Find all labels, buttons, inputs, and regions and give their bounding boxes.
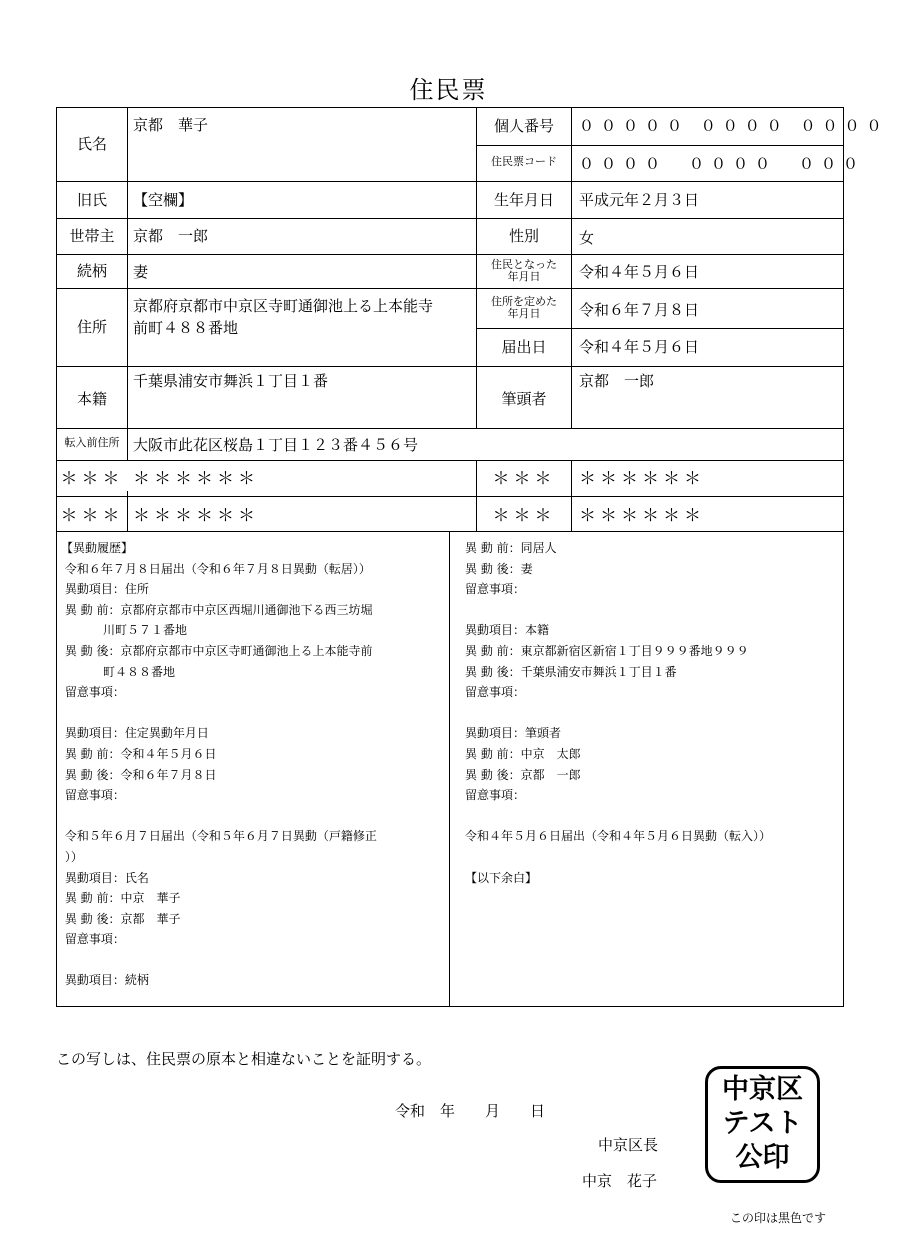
- todokede-value: 令和４年５月６日: [579, 338, 700, 356]
- masked-label: ＊＊＊: [60, 506, 124, 526]
- history-line: 留意事項：: [465, 685, 526, 700]
- jumin-code-label: 住民票コード: [491, 155, 557, 168]
- table-rule: [57, 460, 844, 461]
- address-line-2: 前町４８８番地: [133, 319, 239, 337]
- zokugara-value: 妻: [133, 263, 149, 281]
- table-rule: [57, 254, 844, 255]
- history-line: [61, 806, 377, 827]
- table-rule: [476, 145, 844, 146]
- history-line: 異 動 後：千葉県浦安市舞浜１丁目１番: [465, 664, 677, 679]
- history-line: 留意事項：: [61, 685, 125, 700]
- history-line: 留意事項：: [465, 788, 526, 803]
- history-divider: [449, 532, 450, 1006]
- history-line: 異 動 前：中京 華子: [61, 891, 181, 906]
- honseki-label: 本籍: [76, 390, 107, 408]
- address-date-label: 住所を定めた年月日: [491, 295, 557, 320]
- prev-address-label: 転入前住所: [64, 436, 120, 449]
- history-line: 留意事項：: [465, 582, 526, 597]
- history-line: 留意事項：: [61, 932, 125, 947]
- history-line: 異 動 後：京都 一郎: [465, 767, 581, 782]
- history-line: 異動項目：本籍: [465, 623, 550, 638]
- masked-value: ＊＊＊＊＊＊: [579, 506, 705, 526]
- history-line: [465, 600, 771, 621]
- history-line: [61, 950, 377, 971]
- seal-line: テスト: [722, 1108, 803, 1139]
- masked-value: ＊＊＊＊＊＊: [579, 469, 705, 489]
- history-line: 異 動 前：東京都新宿区新宿１丁目９９９番地９９９: [465, 643, 749, 658]
- mayor-title: 中京区長: [598, 1136, 659, 1154]
- certification-statement: この写しは、住民票の原本と相違ないことを証明する。: [56, 1050, 432, 1068]
- kyuushi-label: 旧氏: [76, 191, 107, 209]
- resident-record-table: [56, 107, 889, 532]
- setainushi-label: 世帯主: [69, 227, 115, 245]
- birth-date-label: 生年月日: [493, 191, 554, 209]
- history-line: 【異動履歴】: [61, 541, 134, 555]
- jumin-date-label: 住民となった年月日: [491, 258, 557, 283]
- hittousha-label: 筆頭者: [501, 390, 547, 408]
- history-line: [465, 703, 771, 724]
- history-line: 異 動 後：妻: [465, 561, 533, 576]
- history-line: 令和５年６月７日届出（令和５年６月７日異動（戸籍修正: [61, 829, 377, 844]
- address-label: 住所: [76, 318, 107, 336]
- kojin-number-value: ０００００ ００００ ００００: [579, 117, 889, 135]
- table-rule: [57, 366, 844, 367]
- issue-date: 令和 年 月 日: [395, 1102, 546, 1120]
- zokugara-label: 続柄: [76, 262, 107, 280]
- history-line: 異 動 前：令和４年５月６日: [61, 746, 217, 761]
- prev-address-value: 大阪市此花区桜島１丁目１２３番４５６号: [133, 436, 419, 454]
- seal-note: この印は黒色です: [730, 1211, 827, 1225]
- mayor-name: 中京 花子: [582, 1172, 658, 1190]
- history-line: 異動項目：住定異動年月日: [61, 726, 209, 741]
- hittousha-value: 京都 一郎: [579, 372, 655, 390]
- change-history-section: [56, 532, 844, 1007]
- masked-label: ＊＊＊: [492, 506, 556, 526]
- history-line: 異 動 後：京都府京都市中京区寺町通御池上る上本能寺前: [61, 643, 373, 658]
- history-line: [465, 847, 771, 868]
- honseki-value: 千葉県浦安市舞浜１丁目１番: [133, 372, 329, 390]
- address-date-value: 令和６年７月８日: [579, 301, 700, 319]
- history-line: 異 動 前：中京 太郎: [465, 746, 581, 761]
- history-line: 異動項目：住所: [61, 582, 149, 597]
- table-rule: [127, 108, 128, 460]
- history-line: 【以下余白】: [465, 870, 538, 885]
- history-line: [61, 703, 377, 724]
- table-rule: [127, 491, 128, 532]
- kyuushi-value: 【空欄】: [133, 191, 194, 209]
- history-left-column: [61, 538, 377, 991]
- history-line: 異動項目：筆頭者: [465, 726, 562, 741]
- history-line: 町４８８番地: [61, 664, 175, 679]
- history-line: 異 動 後：令和６年７月８日: [61, 767, 217, 782]
- table-rule: [57, 428, 844, 429]
- jumin-date-value: 令和４年５月６日: [579, 263, 700, 281]
- history-line: 留意事項：: [61, 788, 125, 803]
- history-line: 異 動 前：京都府京都市中京区西堀川通御池下る西三坊堀: [61, 602, 373, 617]
- seal-line: 公印: [735, 1142, 790, 1173]
- table-rule: [57, 181, 844, 182]
- document-title: 住民票: [409, 76, 488, 104]
- table-rule: [571, 108, 572, 428]
- table-rule: [57, 288, 844, 289]
- jumin-code-value: ００００ ００００ ０００: [579, 155, 866, 173]
- history-line: 令和６年７月８日届出（令和６年７月８日異動（転居））: [61, 561, 371, 576]
- setainushi-value: 京都 一郎: [133, 227, 209, 245]
- address-line-1: 京都府京都市中京区寺町通御池上る上本能寺: [133, 297, 434, 315]
- name-value: 京都 華子: [133, 116, 209, 134]
- name-label: 氏名: [76, 135, 107, 153]
- history-line: 異 動 前：同居人: [465, 541, 557, 555]
- todokede-label: 届出日: [501, 338, 547, 356]
- masked-label: ＊＊＊: [60, 469, 124, 489]
- history-line: 異動項目：氏名: [61, 870, 149, 885]
- history-line: 異 動 後：京都 華子: [61, 911, 181, 926]
- kojin-number-label: 個人番号: [493, 117, 554, 135]
- table-rule: [476, 328, 844, 329]
- history-line: 川町５７１番地: [61, 623, 187, 638]
- history-right-column: [465, 538, 771, 888]
- history-line: ））: [61, 849, 83, 864]
- seal-line: 中京区: [722, 1074, 803, 1105]
- history-line: 令和４年５月６日届出（令和４年５月６日異動（転入））: [465, 829, 772, 844]
- masked-value: ＊＊＊＊＊＊: [133, 506, 259, 526]
- history-line: 異動項目：続柄: [61, 973, 149, 988]
- table-rule: [57, 496, 844, 497]
- sex-value: 女: [579, 229, 595, 247]
- masked-label: ＊＊＊: [492, 469, 556, 489]
- history-line: [465, 806, 771, 827]
- birth-date-value: 平成元年２月３日: [579, 191, 700, 209]
- official-seal: [705, 1066, 820, 1183]
- sex-label: 性別: [508, 227, 539, 245]
- table-rule: [57, 218, 844, 219]
- masked-value: ＊＊＊＊＊＊: [133, 469, 259, 489]
